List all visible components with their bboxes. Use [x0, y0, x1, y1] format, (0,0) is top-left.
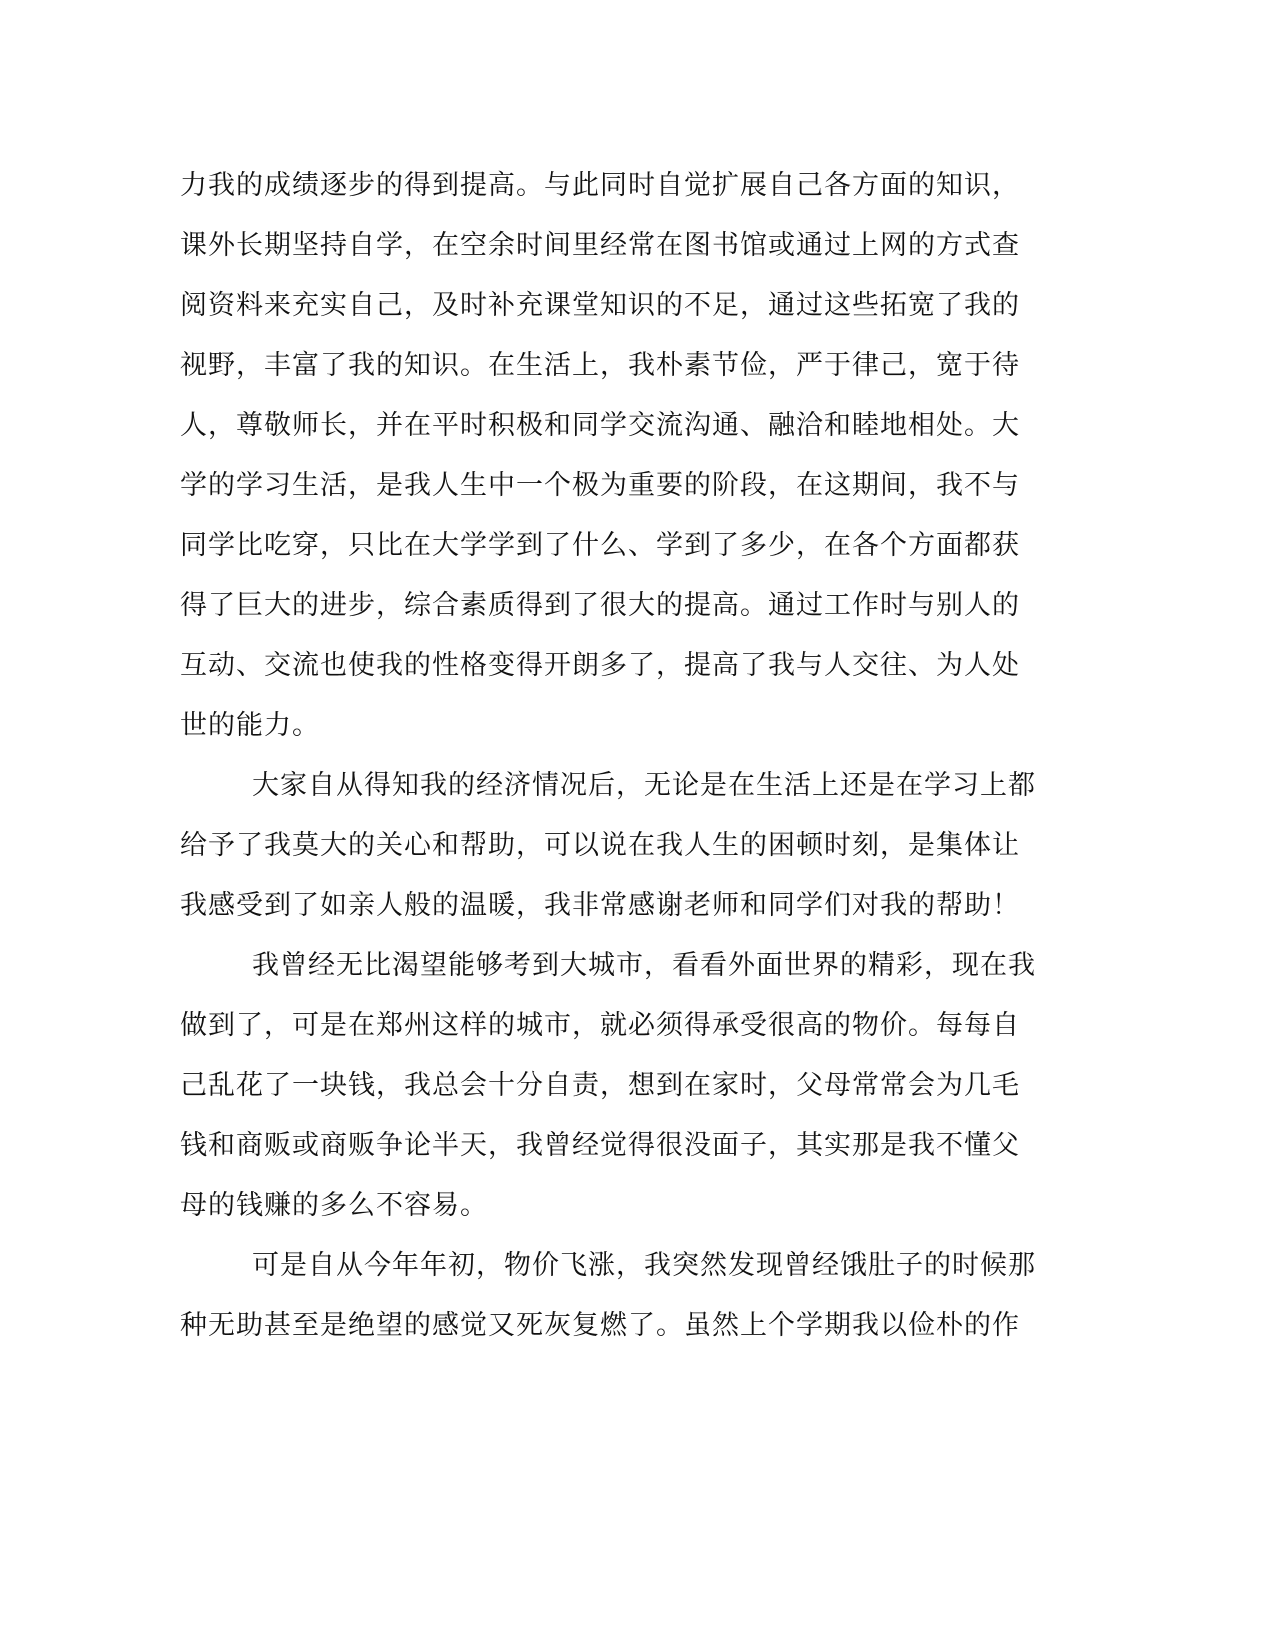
- text-line: 学的学习生活，是我人生中一个极为重要的阶段，在这期间，我不与: [180, 470, 1020, 501]
- paragraph-first-line: 可是自从今年年初，物价飞涨，我突然发现曾经饿肚子的时候那: [252, 1250, 1036, 1281]
- text-line: 种无助甚至是绝望的感觉又死灰复燃了。虽然上个学期我以俭朴的作: [180, 1310, 1020, 1341]
- text-line: 视野，丰富了我的知识。在生活上，我朴素节俭，严于律己，宽于待: [180, 350, 1020, 381]
- text-line: 世的能力。: [180, 710, 320, 741]
- text-line: 阅资料来充实自己，及时补充课堂知识的不足，通过这些拓宽了我的: [180, 290, 1020, 321]
- paragraph-first-line: 大家自从得知我的经济情况后，无论是在生活上还是在学习上都: [252, 770, 1036, 801]
- text-line: 同学比吃穿，只比在大学学到了什么、学到了多少，在各个方面都获: [180, 530, 1020, 561]
- text-line: 做到了，可是在郑州这样的城市，就必须得承受很高的物价。每每自: [180, 1010, 1020, 1041]
- text-line: 给予了我莫大的关心和帮助，可以说在我人生的困顿时刻，是集体让: [180, 830, 1020, 861]
- text-line: 母的钱赚的多么不容易。: [180, 1190, 488, 1221]
- paragraph-first-line: 我曾经无比渴望能够考到大城市，看看外面世界的精彩，现在我: [252, 950, 1036, 981]
- text-line: 我感受到了如亲人般的温暖，我非常感谢老师和同学们对我的帮助！: [180, 890, 1020, 921]
- text-line: 己乱花了一块钱，我总会十分自责，想到在家时，父母常常会为几毛: [180, 1070, 1020, 1101]
- text-line: 力我的成绩逐步的得到提高。与此同时自觉扩展自己各方面的知识，: [180, 170, 1020, 201]
- body-text: [180, 156, 1036, 1356]
- text-line: 课外长期坚持自学，在空余时间里经常在图书馆或通过上网的方式查: [180, 230, 1020, 261]
- text-line: 得了巨大的进步，综合素质得到了很大的提高。通过工作时与别人的: [180, 590, 1020, 621]
- text-line: 互动、交流也使我的性格变得开朗多了，提高了我与人交往、为人处: [180, 650, 1020, 681]
- text-line: 人，尊敬师长，并在平时积极和同学交流沟通、融洽和睦地相处。大: [180, 410, 1020, 441]
- text-line: 钱和商贩或商贩争论半天，我曾经觉得很没面子，其实那是我不懂父: [180, 1130, 1020, 1161]
